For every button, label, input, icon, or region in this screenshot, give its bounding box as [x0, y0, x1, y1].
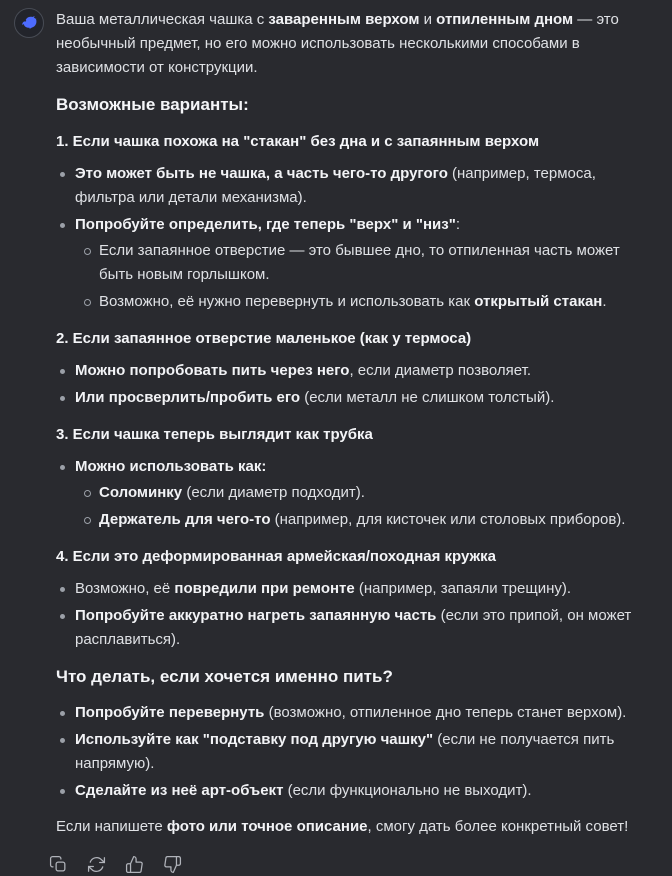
- text: , если диаметр позволяет.: [349, 362, 532, 379]
- bullet-list: [56, 577, 656, 652]
- bold-text: Попробуйте аккуратно нагреть запаянную часть: [75, 607, 437, 624]
- bullet-list: [56, 701, 656, 803]
- thumbs-up-icon: [125, 855, 144, 874]
- bold-text: Или просверлить/пробить его: [75, 389, 301, 406]
- paragraph: [56, 8, 656, 80]
- bold-text: повредили при ремонте: [174, 580, 355, 597]
- list-item: [56, 577, 656, 601]
- thumbs-up-button[interactable]: [122, 852, 146, 876]
- section-heading: Что делать, если хочется именно пить?: [56, 667, 393, 686]
- numbered-heading: 2. Если запаянное отверстие маленькое (как у термоса): [56, 330, 472, 347]
- text: :: [455, 216, 460, 233]
- sub-list-item: [75, 239, 656, 287]
- list-item: [56, 728, 656, 776]
- bullet-list: [56, 359, 656, 410]
- bold-text: фото или точное описание: [166, 818, 368, 835]
- bullet-list: [56, 162, 656, 314]
- message-action-bar: [46, 852, 656, 876]
- list-item: [56, 213, 656, 314]
- bold-text: заваренным верхом: [268, 11, 420, 28]
- copy-button[interactable]: [46, 852, 70, 876]
- bold-text: отпиленным дном: [436, 11, 574, 28]
- text: (если металл не слишком толстый).: [300, 389, 555, 406]
- list-item: [56, 779, 656, 803]
- sub-list-item: [75, 508, 656, 532]
- regenerate-icon: [87, 855, 106, 874]
- bold-text: Держатель для чего-то: [99, 511, 271, 528]
- paragraph: [56, 815, 656, 839]
- assistant-avatar: [14, 8, 44, 38]
- regenerate-button[interactable]: [84, 852, 108, 876]
- text: (например, для кисточек или столовых приборов).: [270, 511, 626, 528]
- bold-text: Соломинку: [99, 484, 183, 501]
- text: .: [602, 293, 607, 310]
- bold-text: Это может быть не чашка, а часть чего-то другого: [75, 165, 448, 182]
- text: (например, термоса, фильтра или детали механизма).: [75, 165, 596, 206]
- text: (если это припой, он может расплавиться).: [75, 607, 632, 648]
- list-item: [56, 359, 656, 383]
- sub-bullet-list: [75, 481, 656, 532]
- list-item: [56, 701, 656, 725]
- list-item: [56, 162, 656, 210]
- text: (если не получается пить напрямую).: [75, 731, 615, 772]
- message-body: [56, 8, 656, 839]
- text: Если запаянное отверстие — это бывшее дно, то отпиленная часть может быть новым горлышком.: [99, 242, 620, 283]
- text: — это необычный предмет, но его можно использовать несколькими способами в зависимости от конструкции.: [56, 11, 619, 76]
- copy-icon: [49, 855, 68, 874]
- sub-bullet-list: [75, 239, 656, 314]
- list-item: [56, 386, 656, 410]
- thumbs-down-icon: [163, 855, 182, 874]
- text: (возможно, отпиленное дно теперь станет верхом).: [264, 704, 627, 721]
- bold-text: Можно использовать как:: [75, 458, 267, 475]
- text: (если диаметр подходит).: [182, 484, 365, 501]
- sub-list-item: [75, 290, 656, 314]
- bold-text: Можно попробовать пить через него: [75, 362, 350, 379]
- numbered-heading: 4. Если это деформированная армейская/походная кружка: [56, 548, 497, 565]
- text: , смогу дать более конкретный совет!: [367, 818, 629, 835]
- text: Ваша металлическая чашка с: [56, 11, 269, 28]
- numbered-heading: 1. Если чашка похожа на "стакан" без дна и с запаянным верхом: [56, 133, 540, 150]
- bullet-list: [56, 455, 656, 532]
- bold-text: Попробуйте перевернуть: [75, 704, 265, 721]
- text: (если функционально не выходит).: [283, 782, 532, 799]
- assistant-message: [56, 8, 656, 876]
- text: (например, запаяли трещину).: [354, 580, 572, 597]
- text: Возможно, её нужно перевернуть и использовать как: [99, 293, 475, 310]
- text: и: [419, 11, 437, 28]
- list-item: [56, 604, 656, 652]
- numbered-heading: 3. Если чашка теперь выглядит как трубка: [56, 426, 373, 443]
- bold-text: открытый стакан: [474, 293, 603, 310]
- bold-text: Попробуйте определить, где теперь "верх" и "низ": [75, 216, 456, 233]
- thumbs-down-button[interactable]: [160, 852, 184, 876]
- deepseek-whale-icon: [19, 13, 39, 33]
- text: Возможно, её: [75, 580, 175, 597]
- sub-list-item: [75, 481, 656, 505]
- bold-text: Используйте как "подставку под другую чашку": [75, 731, 434, 748]
- list-item: [56, 455, 656, 532]
- bold-text: Сделайте из неё арт-объект: [75, 782, 284, 799]
- text: Если напишете: [56, 818, 167, 835]
- section-heading: Возможные варианты:: [56, 95, 249, 114]
